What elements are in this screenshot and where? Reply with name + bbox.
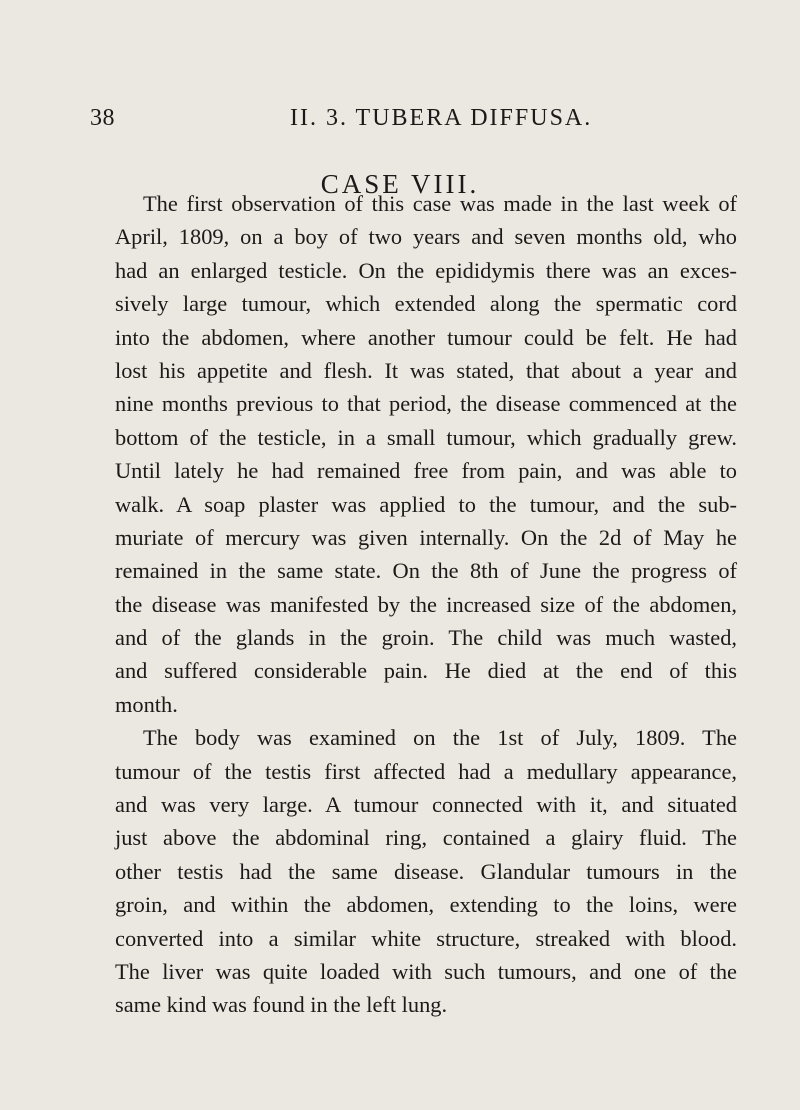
text-line: and was very large. A tumour connected with it, and situated <box>115 792 737 818</box>
text-line: The body was examined on the 1st of July, 1809. The <box>143 725 737 751</box>
text-line: bottom of the testicle, in a small tumour, which gradually grew. <box>115 424 737 450</box>
text-line: remained in the same state. On the 8th of June the progress of <box>115 558 737 584</box>
case-heading: CASE VIII. <box>320 169 480 200</box>
text-line: groin, and within the abdomen, extending to the loins, were <box>115 892 737 918</box>
text-line: walk. A soap plaster was applied to the tumour, and the sub- <box>115 491 737 517</box>
page-number: 38 <box>90 105 115 131</box>
text-line: sively large tumour, which extended along the spermatic cord <box>115 291 737 317</box>
text-line: just above the abdominal ring, contained a glairy fluid. The <box>115 825 737 851</box>
text-line: and of the glands in the groin. The child was much wasted, <box>115 625 737 651</box>
running-head <box>90 105 740 137</box>
text-line: had an enlarged testicle. On the epididymis there was an exces- <box>115 257 737 283</box>
text-line: the disease was manifested by the increased size of the abdomen, <box>115 591 737 617</box>
paragraph-2 <box>115 721 737 1022</box>
text-line: into the abdomen, where another tumour could be felt. He had <box>115 324 737 350</box>
text-line: lost his appetite and flesh. It was stated, that about a year and <box>115 357 737 383</box>
text-line: April, 1809, on a boy of two years and seven months old, who <box>115 224 737 250</box>
text-line: same kind was found in the left lung. <box>115 992 448 1018</box>
text-line: muriate of mercury was given internally. On the 2d of May he <box>115 524 737 550</box>
text-line: The liver was quite loaded with such tumours, and one of the <box>115 958 737 984</box>
text-line: and suffered considerable pain. He died at the end of this <box>115 658 737 684</box>
text-line: Until lately he had remained free from pain, and was able to <box>115 458 737 484</box>
text-line: tumour of the testis first affected had a medullary appearance, <box>115 758 737 784</box>
body-text <box>115 187 737 1022</box>
text-line: The first observation of this case was made in the last week of <box>143 191 737 216</box>
paragraph-1 <box>115 187 737 721</box>
text-line: converted into a similar white structure, streaked with blood. <box>115 925 737 951</box>
running-title: II. 3. TUBERA DIFFUSA. <box>290 105 593 131</box>
text-line: nine months previous to that period, the disease commenced at the <box>115 391 737 417</box>
text-line: month. <box>115 691 178 717</box>
text-line: other testis had the same disease. Glandular tumours in the <box>115 858 737 884</box>
